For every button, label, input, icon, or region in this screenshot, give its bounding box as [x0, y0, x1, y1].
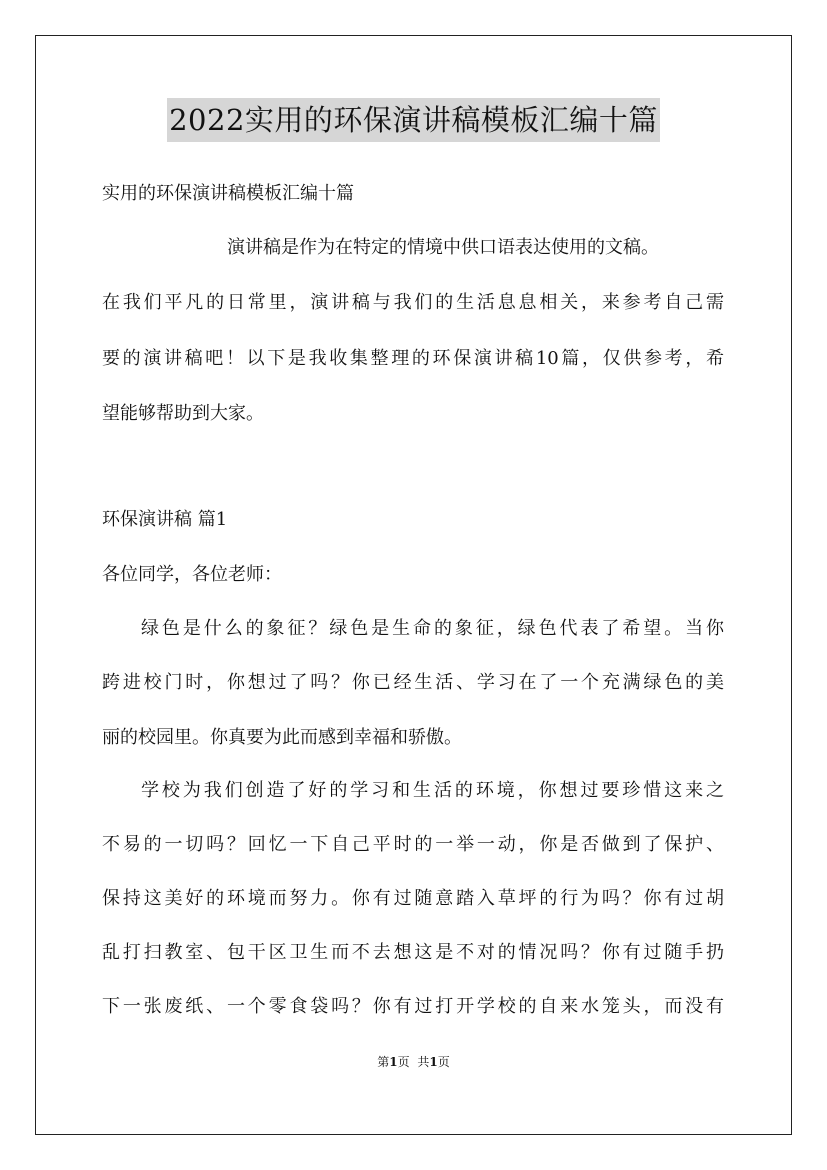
- paragraph2-line-2: 不易的一切吗？回忆一下自己平时的一举一动，你是否做到了保护、: [102, 834, 724, 855]
- intro-line-4: 望能够帮助到大家。: [102, 403, 264, 424]
- paragraph1-line-1: 绿色是什么的象征？绿色是生命的象征，绿色代表了希望。当你: [141, 618, 724, 639]
- paragraph2-line-5: 下一张废纸、一个零食袋吗？你有过打开学校的自来水笼头，而没有: [102, 996, 724, 1017]
- document-subtitle: 实用的环保演讲稿模板汇编十篇: [102, 183, 354, 204]
- footer-page-suffix: 页: [397, 1055, 410, 1069]
- intro-line-2: 在我们平凡的日常里，演讲稿与我们的生活息息相关，来参考自己需: [102, 292, 724, 313]
- paragraph2-line-4: 乱打扫教室、包干区卫生而不去想这是不对的情况吗？你有过随手扔: [102, 942, 724, 963]
- paragraph2-line-1: 学校为我们创造了好的学习和生活的环境，你想过要珍惜这来之: [141, 780, 724, 801]
- section-heading: 环保演讲稿 篇1: [102, 509, 228, 530]
- title-container: [0, 98, 827, 142]
- footer-total-suffix: 页: [437, 1055, 450, 1069]
- page-footer: [0, 1054, 827, 1070]
- paragraph2-line-3: 保持这美好的环境而努力。你有过随意踏入草坪的行为吗？你有过胡: [102, 888, 724, 909]
- footer-page-number: 1: [389, 1055, 398, 1069]
- greeting: 各位同学，各位老师：: [102, 564, 282, 585]
- paragraph1-line-3: 丽的校园里。你真要为此而感到幸福和骄傲。: [102, 727, 462, 748]
- footer-total-number: 1: [429, 1055, 438, 1069]
- footer-page-prefix: 第: [377, 1055, 390, 1069]
- intro-line-3: 要的演讲稿吧！以下是我收集整理的环保演讲稿10篇，仅供参考，希: [102, 348, 724, 369]
- footer-total-prefix: 共: [417, 1055, 430, 1069]
- document-title: 2022实用的环保演讲稿模板汇编十篇: [167, 98, 660, 142]
- paragraph1-line-2: 跨进校门时，你想过了吗？你已经生活、学习在了一个充满绿色的美: [102, 672, 724, 693]
- intro-line-1: 演讲稿是作为在特定的情境中供口语表达使用的文稿。: [227, 237, 659, 258]
